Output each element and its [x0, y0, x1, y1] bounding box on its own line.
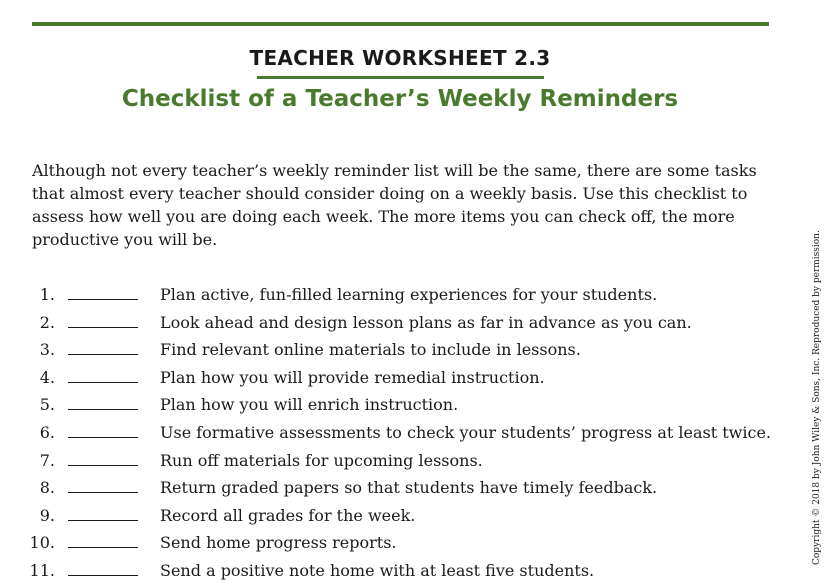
checklist-item — [0, 559, 790, 587]
item-task: Plan how you will provide remedial instruction. — [160, 367, 545, 387]
checklist-item — [0, 421, 790, 449]
item-number: 3. — [39, 340, 55, 360]
item-task: Find relevant online materials to include in lessons. — [160, 340, 581, 360]
check-blank[interactable] — [68, 382, 138, 383]
item-task: Send home progress reports. — [160, 533, 397, 553]
item-number: 5. — [39, 395, 55, 415]
item-task: Run off materials for upcoming lessons. — [160, 450, 483, 470]
item-number: 2. — [39, 312, 55, 332]
item-task: Send a positive note home with at least five students. — [160, 560, 595, 580]
checklist-item — [0, 449, 790, 477]
checklist-item — [0, 338, 790, 366]
checklist-item — [0, 311, 790, 339]
checklist-item — [0, 531, 790, 559]
checklist-item — [0, 504, 790, 532]
check-blank[interactable] — [68, 547, 138, 548]
check-blank[interactable] — [68, 327, 138, 328]
title-underline — [257, 76, 544, 79]
item-task: Use formative assessments to check your students’ progress at least twice. — [160, 422, 771, 442]
item-task: Record all grades for the week. — [160, 505, 416, 525]
item-number: 4. — [39, 367, 55, 387]
checklist-item — [0, 393, 790, 421]
item-task: Plan how you will enrich instruction. — [160, 395, 459, 415]
check-blank[interactable] — [68, 354, 138, 355]
item-task: Look ahead and design lesson plans as far in advance as you can. — [160, 312, 692, 332]
check-blank[interactable] — [68, 492, 138, 493]
checklist-item — [0, 366, 790, 394]
item-number: 10. — [29, 533, 55, 553]
check-blank[interactable] — [68, 299, 138, 300]
check-blank[interactable] — [68, 575, 138, 576]
worksheet-subtitle: Checklist of a Teacher’s Weekly Reminders — [121, 86, 679, 112]
item-task: Return graded papers so that students have timely feedback. — [160, 478, 658, 498]
checklist — [0, 283, 790, 587]
checklist-item — [0, 476, 790, 504]
worksheet-title: TEACHER WORKSHEET 2.3 — [249, 46, 551, 70]
item-number: 6. — [39, 422, 55, 442]
item-number: 7. — [39, 450, 55, 470]
intro-paragraph: Although not every teacher’s weekly reminder list will be the same, there are some tasks that almost every teacher should consider doing on a weekly basis. Use this checklist to assess how well you are doing each week. The more items you can check off, the more productive you will be. — [32, 161, 757, 249]
check-blank[interactable] — [68, 409, 138, 410]
check-blank[interactable] — [68, 465, 138, 466]
item-number: 11. — [29, 560, 55, 580]
check-blank[interactable] — [68, 437, 138, 438]
item-number: 1. — [39, 285, 55, 304]
copyright-notice: Copyright © 2018 by John Wiley & Sons, Inc. Reproduced by permission. — [812, 230, 822, 565]
item-number: 9. — [39, 505, 55, 525]
item-number: 8. — [39, 478, 55, 498]
top-rule — [32, 22, 769, 26]
check-blank[interactable] — [68, 520, 138, 521]
item-task: Plan active, fun-filled learning experiences for your students. — [160, 285, 658, 304]
checklist-item — [0, 283, 790, 311]
